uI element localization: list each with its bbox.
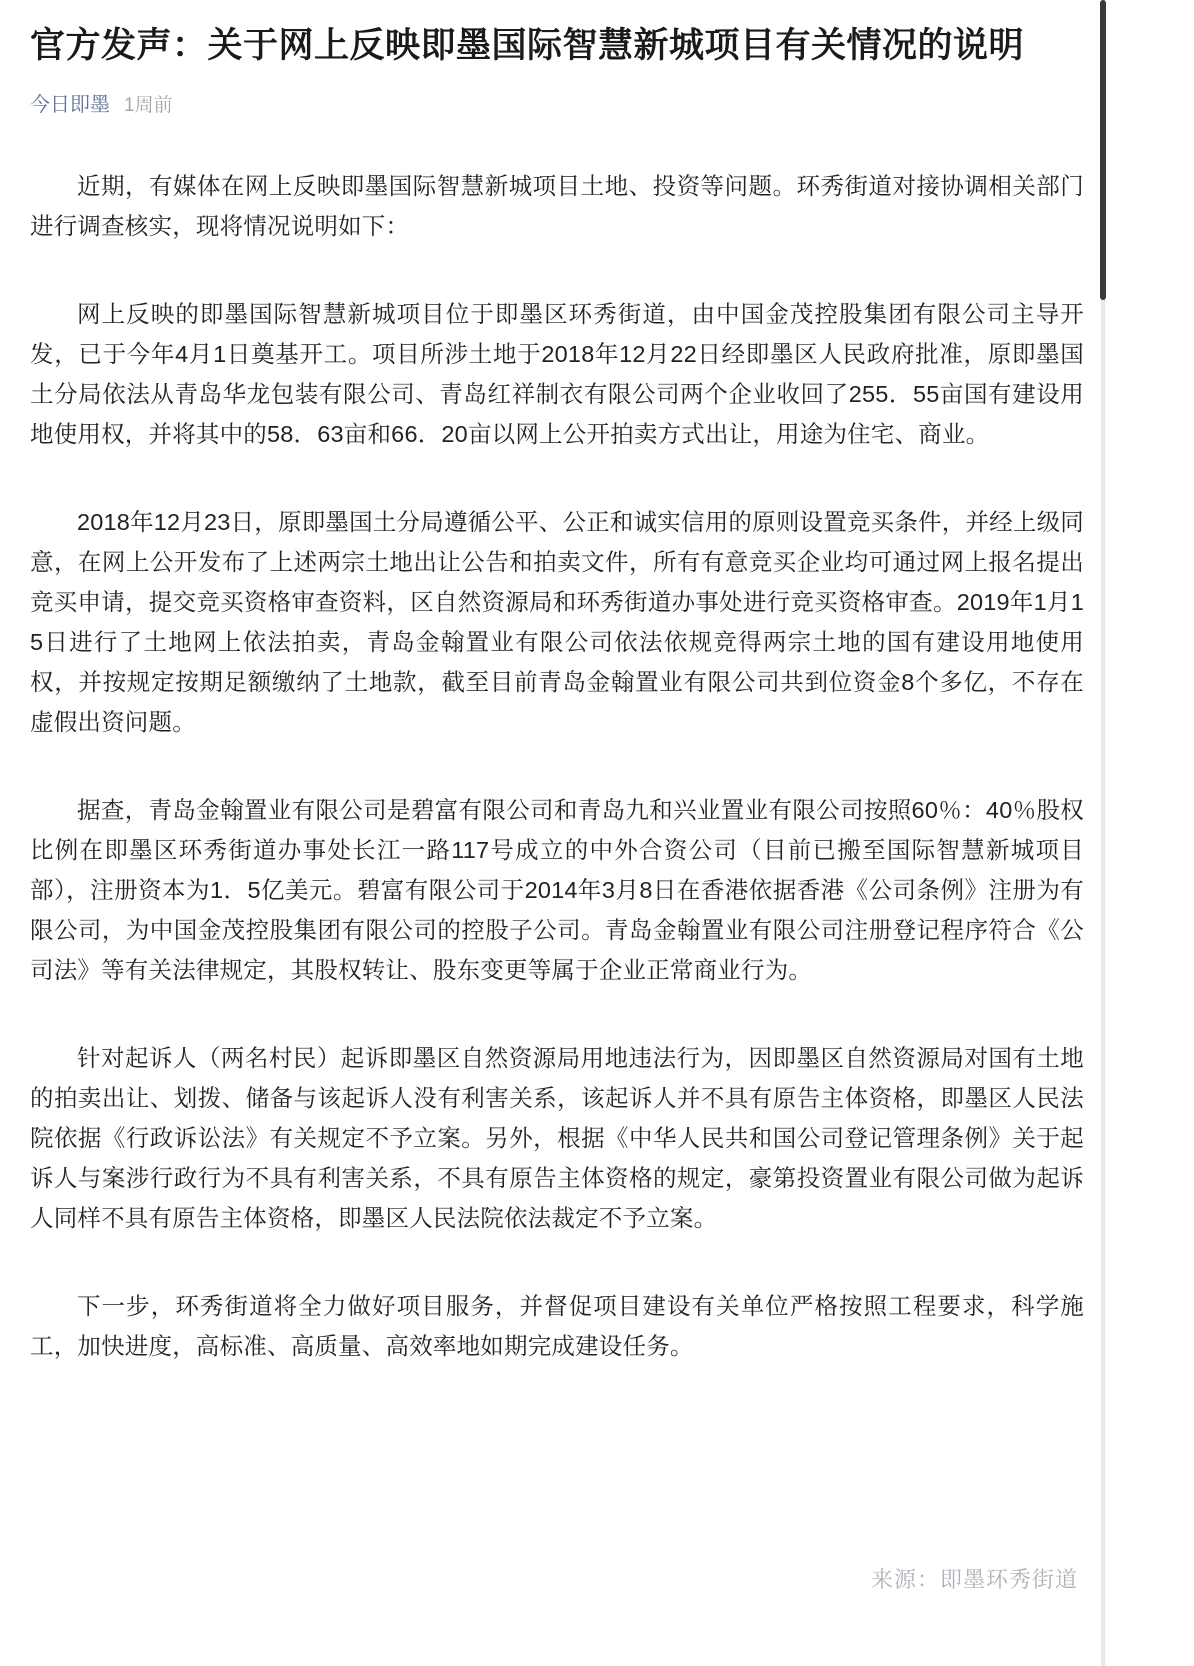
- article-source-attribution: 来源：即墨环秀街道: [870, 1567, 1078, 1592]
- byline-source-name[interactable]: 今日即墨: [30, 94, 110, 117]
- scrollbar-gutter: [1180, 0, 1194, 1666]
- article-paragraph: 据查，青岛金翰置业有限公司是碧富有限公司和青岛九和兴业置业有限公司按照60％：40％股权比例在即墨区环秀街道办事处长江一路117号成立的中外合资公司（目前已搬至国际智慧新城项目部），注册资本为1．5亿美元。碧富有限公司于2014年3月8日在香港依据香港《公司条例》注册为有限公司，为中国金茂控股集团有限公司的控股子公司。青岛金翰置业有限公司注册登记程序符合《公司法》等有关法律规定，其股权转让、股东变更等属于企业正常商业行为。: [30, 796, 1084, 983]
- article-paragraph: 针对起诉人（两名村民）起诉即墨区自然资源局用地违法行为，因即墨区自然资源局对国有土地的拍卖出让、划拨、储备与该起诉人没有利害关系，该起诉人并不具有原告主体资格，即墨区人民法院依据《行政诉讼法》有关规定不予立案。另外，根据《中华人民共和国公司登记管理条例》关于起诉人与案涉行政行为不具有利害关系，不具有原告主体资格的规定，豪第投资置业有限公司做为起诉人同样不具有原告主体资格，即墨区人民法院依法裁定不予立案。: [30, 1044, 1084, 1231]
- article-body: [30, 166, 1084, 1366]
- article-paragraph: 网上反映的即墨国际智慧新城项目位于即墨区环秀街道，由中国金茂控股集团有限公司主导开发，已于今年4月1日奠基开工。项目所涉土地于2018年12月22日经即墨区人民政府批准，原即墨国土分局依法从青岛华龙包装有限公司、青岛红祥制衣有限公司两个企业收回了255．55亩国有建设用地使用权，并将其中的58．63亩和66．20亩以网上公开拍卖方式出让，用途为住宅、商业。: [30, 300, 1084, 447]
- byline: [30, 91, 1084, 120]
- page-title: 官方发声：关于网上反映即墨国际智慧新城项目有关情况的说明: [30, 26, 1025, 65]
- article-paragraph: 2018年12月23日，原即墨国土分局遵循公平、公正和诚实信用的原则设置竞买条件，并经上级同意，在网上公开发布了上述两宗土地出让公告和拍卖文件，所有有意竞买企业均可通过网上报名提出竞买申请，提交竞买资格审查资料，区自然资源局和环秀街道办事处进行竞买资格审查。2019年1月15日进行了土地网上依法拍卖，青岛金翰置业有限公司依法依规竞得两宗土地的国有建设用地使用权，并按规定按期足额缴纳了土地款，截至目前青岛金翰置业有限公司共到位资金8个多亿，不存在虚假出资问题。: [30, 508, 1084, 735]
- article-paragraph: 下一步，环秀街道将全力做好项目服务，并督促项目建设有关单位严格按照工程要求，科学施工，加快进度，高标准、高质量、高效率地如期完成建设任务。: [30, 1292, 1084, 1359]
- scrollbar-thumb[interactable]: [1100, 0, 1106, 300]
- article-paragraph: 近期，有媒体在网上反映即墨国际智慧新城项目土地、投资等问题。环秀街道对接协调相关部门进行调查核实，现将情况说明如下：: [30, 172, 1084, 239]
- byline-timestamp: 1周前: [124, 95, 173, 117]
